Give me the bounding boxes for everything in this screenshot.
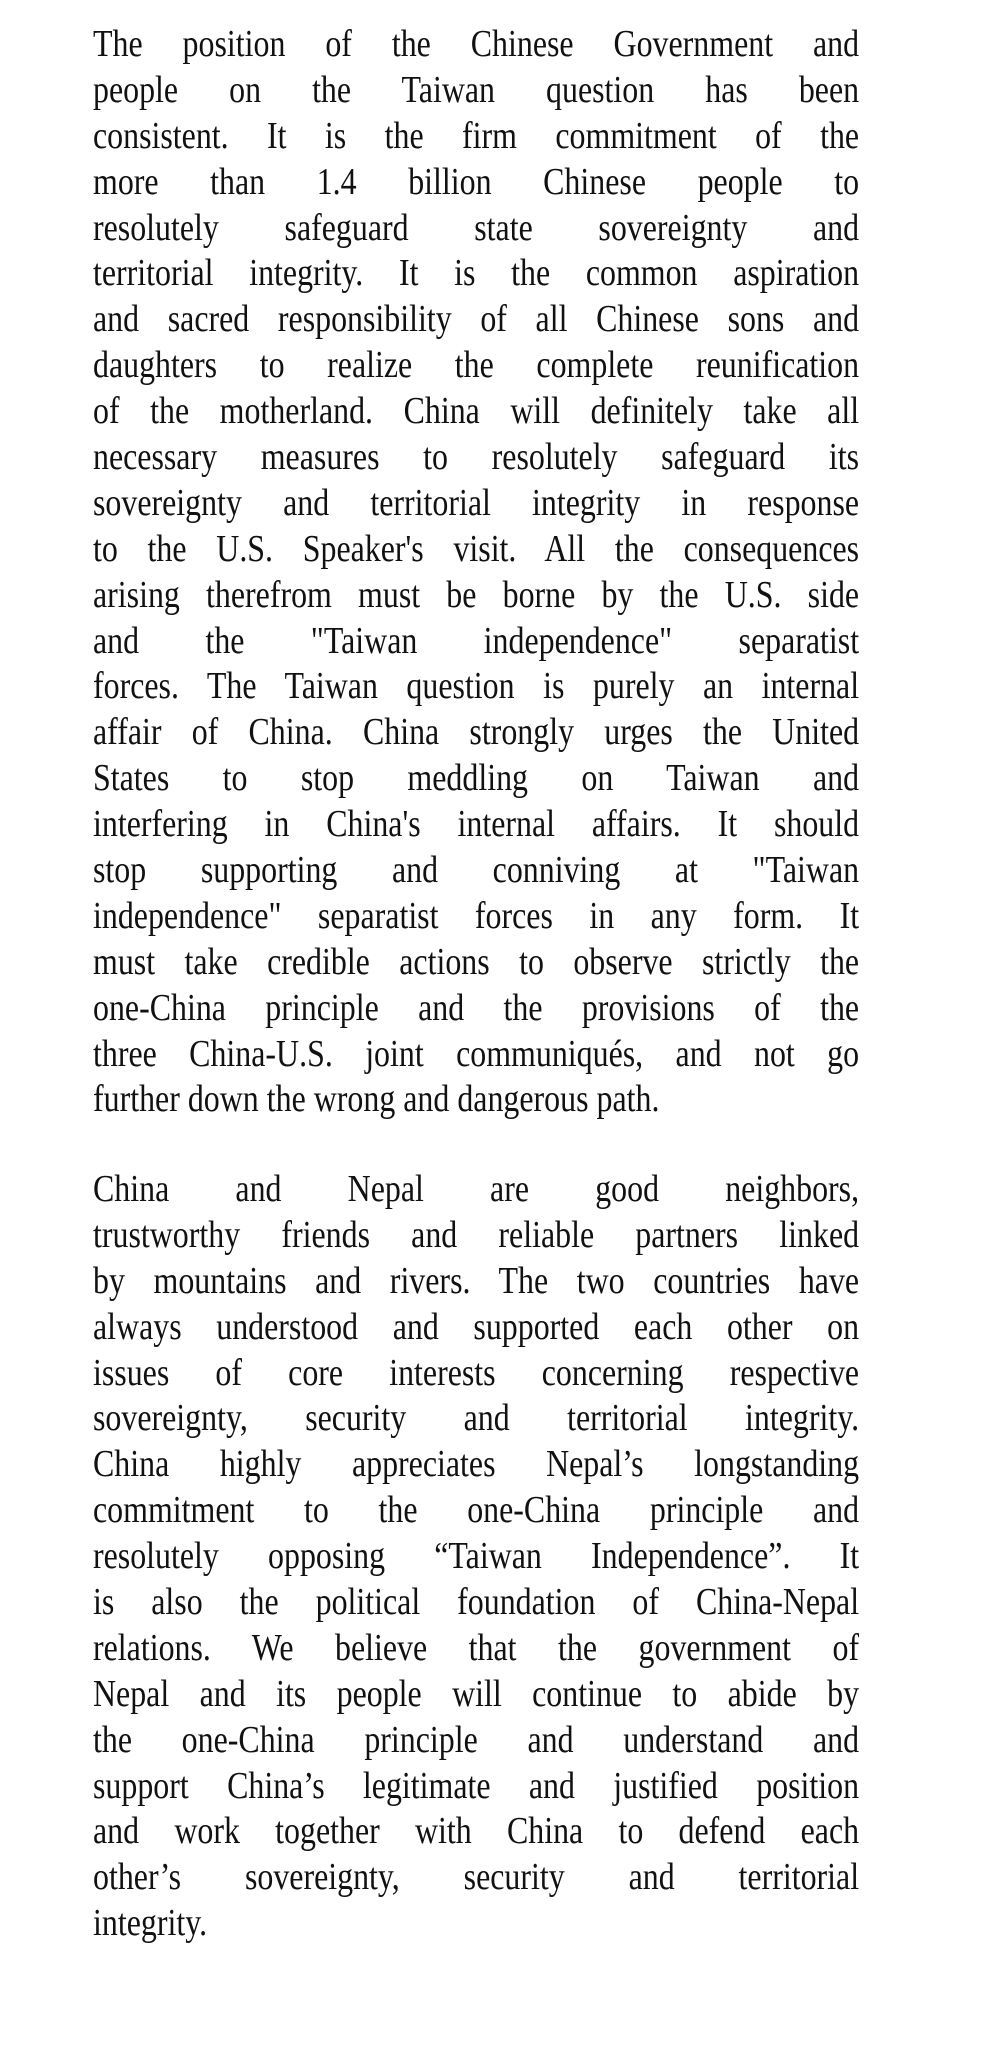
paragraph-china-nepal — [93, 1167, 859, 1947]
text-line: support China’s legitimate and justified position — [93, 1764, 860, 1807]
text-line: arising therefrom must be borne by the U.S. side — [93, 573, 860, 616]
text-line: issues of core interests concerning respective — [93, 1351, 860, 1394]
text-line: and sacred responsibility of all Chinese sons and — [93, 298, 860, 341]
text-line: relations. We believe that the government of — [93, 1626, 860, 1669]
text-line: territorial integrity. It is the common aspiration — [93, 252, 860, 295]
text-line: must take credible actions to observe strictly the — [93, 940, 860, 983]
text-line: and the "Taiwan independence" separatist — [93, 619, 860, 662]
text-line: interfering in China's internal affairs. It should — [93, 803, 860, 846]
text-line: consistent. It is the firm commitment of the — [93, 114, 860, 157]
text-line: one-China principle and the provisions of the — [93, 986, 860, 1029]
text-line: trustworthy friends and reliable partners linked — [93, 1213, 860, 1256]
text-line: more than 1.4 billion Chinese people to — [93, 160, 860, 203]
text-line: always understood and supported each other on — [93, 1305, 860, 1348]
text-line: three China-U.S. joint communiqués, and not go — [93, 1032, 860, 1075]
text-line: stop supporting and conniving at "Taiwan — [93, 849, 860, 892]
text-line: States to stop meddling on Taiwan and — [93, 757, 860, 800]
text-line: forces. The Taiwan question is purely an internal — [93, 665, 860, 708]
text-line: China highly appreciates Nepal’s longstanding — [93, 1443, 860, 1486]
text-line: other’s sovereignty, security and territorial — [93, 1856, 860, 1899]
text-line: independence" separatist forces in any form. It — [93, 894, 860, 937]
text-line: China and Nepal are good neighbors, — [93, 1168, 860, 1210]
text-line: sovereignty, security and territorial integrity. — [93, 1397, 860, 1440]
text-line: sovereignty and territorial integrity in response — [93, 481, 860, 524]
text-line: resolutely opposing “Taiwan Independence”. It — [93, 1535, 860, 1578]
text-line: the one-China principle and understand and — [93, 1718, 860, 1761]
text-line: daughters to realize the complete reunification — [93, 344, 860, 387]
text-line: people on the Taiwan question has been — [93, 68, 860, 111]
text-line: of the motherland. China will definitely take all — [93, 390, 860, 433]
text-line: and work together with China to defend each — [93, 1810, 860, 1853]
text-line: resolutely safeguard state sovereignty and — [93, 206, 860, 249]
text-line: commitment to the one-China principle and — [93, 1489, 860, 1532]
text-line: integrity. — [93, 1902, 208, 1945]
text-line: affair of China. China strongly urges the United — [93, 711, 860, 754]
text-line: by mountains and rivers. The two countries have — [93, 1259, 860, 1302]
text-line: Nepal and its people will continue to abide by — [93, 1672, 860, 1715]
paragraph-taiwan-position — [93, 22, 859, 1123]
text-line: further down the wrong and dangerous path. — [93, 1078, 660, 1121]
text-line: is also the political foundation of China-Nepal — [93, 1581, 860, 1624]
text-line: The position of the Chinese Government and — [93, 23, 860, 65]
text-line: to the U.S. Speaker's visit. All the consequences — [93, 527, 860, 570]
text-line: necessary measures to resolutely safeguard its — [93, 436, 860, 479]
